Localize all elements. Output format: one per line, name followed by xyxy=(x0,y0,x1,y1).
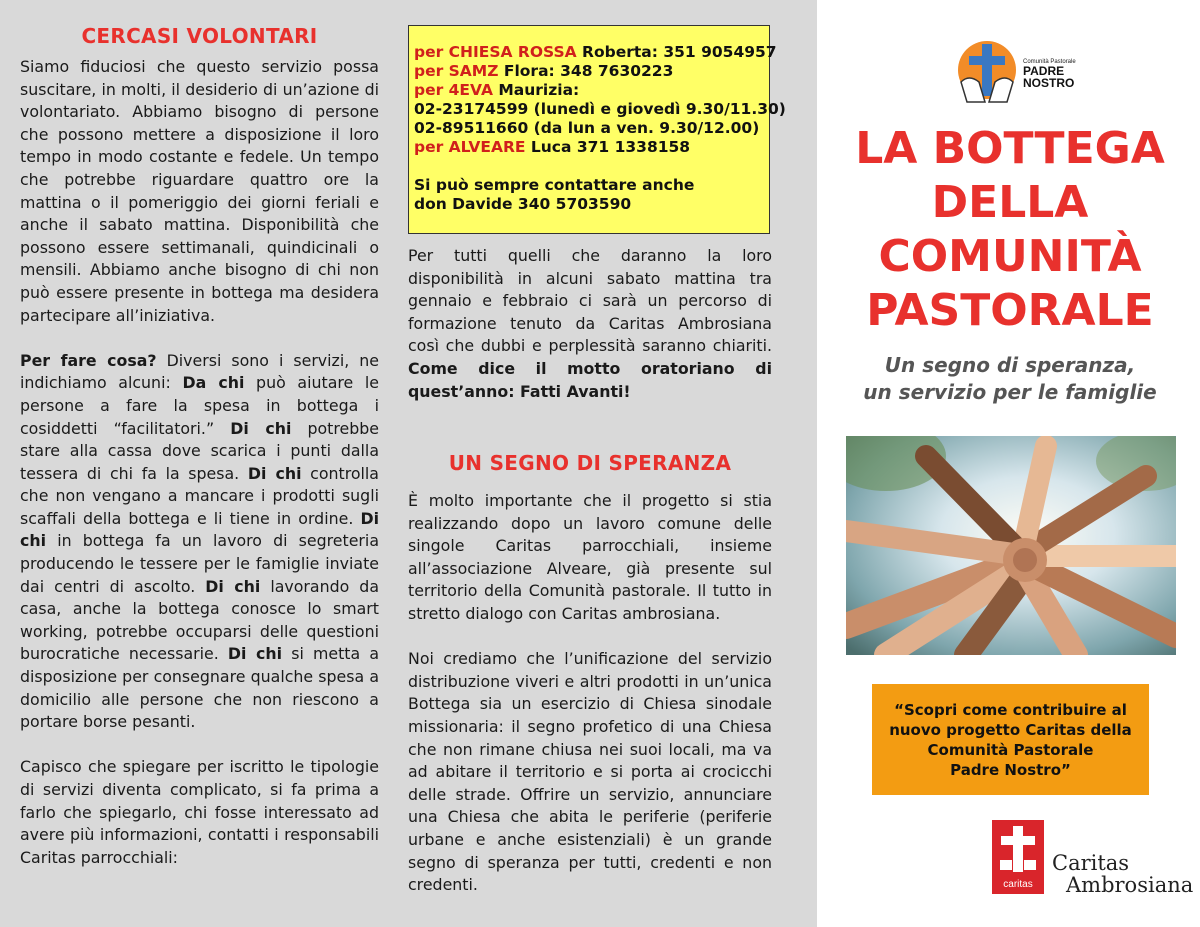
contact-invite-paragraph: Capisco che spiegare per iscritto le tipologie di servizi diventa complicato, si fa prima a farlo che spiegarlo, chi fosse interessato ad avere più informazioni, contatti i responsabili Caritas parrocchiali: xyxy=(20,757,379,867)
caritas-cross-icon xyxy=(992,820,1044,894)
contact-4eva xyxy=(414,81,764,100)
contact-value: Flora: 348 7630223 xyxy=(498,62,674,80)
services-text-2: può aiutare le persone a fare la spesa in bottega i cosiddetti “facilitatori.” xyxy=(20,373,380,438)
padre-nostro-logo xyxy=(957,36,1077,110)
ambrosiana-word: Ambrosiana xyxy=(1066,873,1194,897)
callout-line: Padre Nostro” xyxy=(950,760,1071,779)
contact-don-davide-intro: Si può sempre contattare anche xyxy=(414,176,695,194)
services-bold-6: Di chi xyxy=(227,644,283,664)
subtitle-line: un servizio per le famiglie xyxy=(863,380,1157,404)
services-bold-3: Di chi xyxy=(247,463,302,483)
volunteer-intro-paragraph: Siamo fiduciosi che questo servizio possa suscitare, in molti, il desiderio di un’azione di volontariato. Abbiamo bisogno di persone che possono mettere a disposizione il loro tempo in modo costante e fedele. Un tempo che potrebbe riguardare quattro ore la mattina o il pomeriggio dei giorni feriali e anche il sabato mattina. Disponibilità che possono essere settimanali, quindicinali o mensili. Abbiamo anche bisogno di chi non può essere presente in bottega ma desidera partecipare all’iniziativa. xyxy=(20,57,379,325)
formazione-text-block xyxy=(408,245,772,403)
hands-together-image xyxy=(846,436,1176,655)
speranza-paragraph-2: Noi crediamo che l’unificazione del servizio distribuzione viveri e altri prodotti in un’unica Bottega sia un esercizio di Chiesa sinodale missionaria: il segno profetico di una Chiesa che non rimane chiusa nei suoi locali, ma va ad abitare il territorio e si porta ai crocicchi delle strade. Offrire un servizio, annunciare una Chiesa che abita le periferie (periferie urbane e anche esistenziali) è un grande segno di speranza per tutti, credenti e non credenti. xyxy=(408,649,772,895)
callout-text xyxy=(889,700,1132,780)
services-text-7: si metta a disposizione per consegnare qualche spesa a domicilio alle persone che non riescono a portare borse pesanti. xyxy=(20,644,379,732)
services-text-6: lavorando da casa, anche la bottega conosce lo smart working, potrebbe occuparsi delle questioni burocratiche necessarie. xyxy=(20,576,380,664)
services-bold-1: Da chi xyxy=(182,373,245,393)
callout-line: “Scopri come contribuire al xyxy=(894,700,1127,719)
callout-line: nuovo progetto Caritas della xyxy=(889,720,1132,739)
caritas-logo xyxy=(992,820,1044,894)
contact-label: per 4EVA xyxy=(414,81,493,99)
hands-together-photo xyxy=(846,436,1176,655)
services-bold-2: Di chi xyxy=(230,418,292,438)
contacts-box xyxy=(408,25,786,234)
contact-don-davide: don Davide 340 5703590 xyxy=(414,195,632,213)
praying-hands-cross-icon xyxy=(957,36,1077,110)
services-lead: Per fare cosa? xyxy=(20,350,157,370)
contact-value: Maurizia: xyxy=(492,81,580,99)
heading-cercasi-volontari: CERCASI VOLONTARI xyxy=(81,24,318,48)
contact-label: per ALVEARE xyxy=(414,138,526,156)
contact-chiesa-rossa xyxy=(414,43,777,62)
services-text-5: in bottega fa un lavoro di segreteria producendo le tessere per le famiglie inviate dai centri di ascolto. xyxy=(20,531,379,596)
speranza-text-block xyxy=(408,490,772,897)
services-text-1: Diversi sono i servizi, ne indichiamo alcuni: xyxy=(20,350,380,393)
contact-samz xyxy=(414,62,764,81)
formazione-text: Per tutti quelli che daranno la loro disponibilità in alcuni sabato mattina tra gennaio e febbraio ci sarà un percorso di formazione tenuto da Caritas Ambrosiana così che dubbi e perplessità saranno chiariti. xyxy=(408,246,772,356)
contact-value: Luca 371 1338158 xyxy=(525,138,691,156)
formazione-motto: Come dice il motto oratoriano di quest’anno: Fatti Avanti! xyxy=(408,358,772,401)
subtitle xyxy=(832,352,1188,406)
title-line: PASTORALE xyxy=(866,285,1154,336)
heading-segno-di-speranza: UN SEGNO DI SPERANZA xyxy=(448,451,732,475)
logo-nostro: NOSTRO xyxy=(1023,76,1075,90)
main-title xyxy=(832,122,1188,338)
subtitle-line: Un segno di speranza, xyxy=(884,353,1136,377)
caritas-ambrosiana-wordmark xyxy=(1052,852,1193,896)
services-bold-4: Di chi xyxy=(20,508,379,551)
logo-caption: Comunità Pastorale xyxy=(1023,59,1076,65)
services-text-3: potrebbe stare alla cassa dove scarica i punti dalla tessera di chi fa la spesa. xyxy=(20,418,379,483)
left-column-text xyxy=(20,56,379,869)
title-line: DELLA xyxy=(931,177,1089,228)
callout-box xyxy=(872,684,1149,795)
title-line: LA BOTTEGA xyxy=(855,123,1165,174)
speranza-paragraph-1: È molto importante che il progetto si stia realizzando dopo un lavoro comune delle singole Caritas parrocchiali, insieme all’associazione Alveare, già presente sul territorio della Comunità pastorale. Il tutto in stretto dialogo con Caritas ambrosiana. xyxy=(408,491,772,623)
contact-value: Roberta: 351 9054957 xyxy=(576,43,777,61)
title-line: COMUNITÀ xyxy=(878,231,1142,282)
contact-label: per SAMZ xyxy=(414,62,499,80)
logo-padre: PADRE xyxy=(1023,64,1065,78)
services-text-4: controlla che non vengano a mancare i prodotti sugli scaffali della bottega e li tiene in ordine. xyxy=(20,463,379,528)
contact-phone-2: 02-89511660 (da lun a ven. 9.30/12.00) xyxy=(414,119,760,137)
callout-line: Comunità Pastorale xyxy=(927,740,1094,759)
caritas-word: Caritas xyxy=(1052,851,1130,875)
contact-label: per CHIESA ROSSA xyxy=(414,43,577,61)
services-paragraph xyxy=(20,350,379,734)
formazione-paragraph xyxy=(408,245,772,403)
services-bold-5: Di chi xyxy=(205,576,261,596)
caritas-badge-text: caritas xyxy=(1003,879,1033,890)
contact-alveare xyxy=(414,138,764,157)
contact-phone-1: 02-23174599 (lunedì e giovedì 9.30/11.30) xyxy=(414,100,786,118)
